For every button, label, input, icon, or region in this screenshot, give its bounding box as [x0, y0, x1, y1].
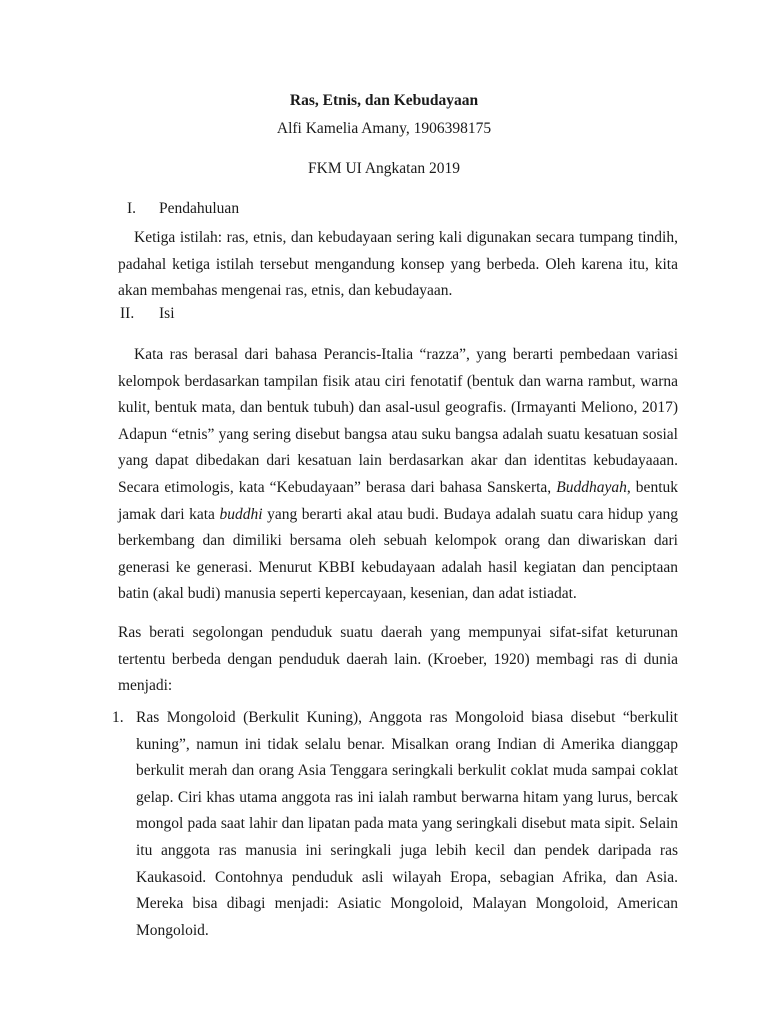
section-title: Pendahuluan	[159, 200, 240, 217]
list-item	[112, 705, 678, 944]
author-line: Alfi Kamelia Amany, 1906398175	[276, 120, 492, 137]
section-title: Isi	[159, 305, 175, 322]
section-number: I.	[127, 200, 137, 217]
ras-list	[112, 705, 678, 944]
isi-text-part: Kata ras berasal dari bahasa Perancis-Italia “razza”, yang berarti pembedaan variasi kelompok berdasarkan tampilan fisik atau ciri fenotatif (bentuk dan warna rambut, warna kulit, bentuk mata, dan bentuk tubuh) dan asal-usul geografis. (Irmayanti Meliono, 2017) Adapun “etnis” yang sering disebut bangsa atau suku bangsa adalah suatu kesatuan sosial yang dapat dibedakan dari kesatuan lain berdasarkan akar dan identitas kebudayaaan. Secara etimologis, kata “Kebudayaan” berasa dari bahasa Sanskerta,	[118, 346, 678, 496]
isi-paragraph	[118, 342, 678, 608]
intro-paragraph: Ketiga istilah: ras, etnis, dan kebudayaan sering kali digunakan secara tumpang tindih, padahal ketiga istilah tersebut mengandung konsep yang berbeda. Oleh karena itu, kita akan membahas mengenai ras, etnis, dan kebudayaan.	[118, 229, 678, 300]
section-number: II.	[120, 305, 135, 322]
isi-italic-term: Buddhayah	[556, 478, 627, 496]
isi-text-part: , bentuk jamak dari kata	[118, 478, 678, 523]
affiliation-line: FKM UI Angkatan 2019	[308, 160, 460, 177]
isi-italic-term: buddhi	[219, 505, 263, 523]
isi-text-part: yang berarti akal atau budi. Budaya adalah suatu cara hidup yang berkembang dan dimiliki bersama oleh sebuah kelompok orang dan diwariskan dari generasi ke generasi. Menurut KBBI kebudayaan adalah hasil kegiatan dan penciptaan batin (akal budi) manusia seperti kepercayaan, kesenian, dan adat istiadat.	[118, 505, 678, 603]
list-marker: 1.	[112, 709, 124, 726]
list-item-text: Ras Mongoloid (Berkulit Kuning), Anggota ras Mongoloid biasa disebut “berkulit kuning”, namun ini tidak selalu benar. Misalkan orang Indian di Amerika dianggap berkulit merah dan orang Asia Tenggara seringkali berkulit coklat muda sampai coklat gelap. Ciri khas utama anggota ras ini ialah rambut berwarna hitam yang lurus, bercak mongol pada saat lahir dan lipatan pada mata yang seringkali disebut mata sipit. Selain itu anggota ras manusia ini seringkali juga lebih kecil dan pendek daripada ras Kaukasoid. Contohnya penduduk asli wilayah Eropa, sebagian Afrika, dan Asia. Mereka bisa dibagi menjadi: Asiatic Mongoloid, Malayan Mongoloid, American Mongoloid.	[136, 709, 678, 939]
ras-paragraph: Ras berati segolongan penduduk suatu daerah yang mempunyai sifat-sifat keturunan tertentu berbeda dengan penduduk daerah lain. (Kroeber, 1920) membagi ras di dunia menjadi:	[118, 624, 678, 695]
document-title: Ras, Etnis, dan Kebudayaan	[289, 92, 479, 109]
